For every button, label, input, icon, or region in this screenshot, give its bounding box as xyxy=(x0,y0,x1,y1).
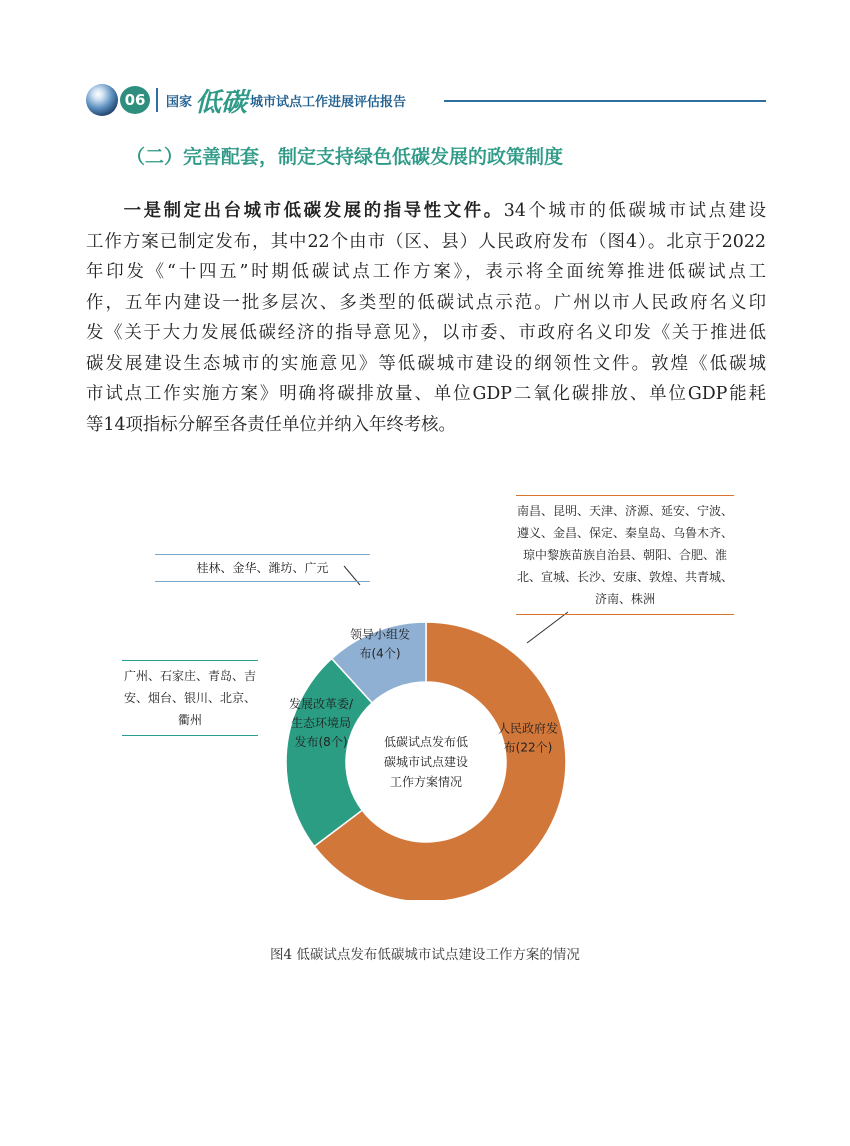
center-label: 碳城市试点建设 xyxy=(383,755,469,769)
report-title xyxy=(166,87,407,118)
paragraph-line-4: 作，五年内建设一批多层次、多类型的低碳试点示范。广州以市人民政府名义印 xyxy=(86,292,766,313)
body-paragraph xyxy=(86,196,766,440)
paragraph-line-7: 市试点工作实施方案》明确将碳排放量、单位GDP二氧化碳排放、单位GDP能耗 xyxy=(86,384,766,404)
donut-chart xyxy=(0,480,850,900)
center-label: 工作方案情况 xyxy=(389,775,463,789)
page-number-badge: 06 xyxy=(120,86,150,114)
slice-label: 发展改革委/ xyxy=(288,697,354,711)
paragraph-lead: 一是制定出台城市低碳发展的指导性文件。 xyxy=(121,201,504,221)
page-header xyxy=(86,82,766,118)
slice-label: 布(4个) xyxy=(359,646,401,661)
slice-label: 生态环境局 xyxy=(290,716,352,730)
center-label: 低碳试点发布低 xyxy=(383,735,469,749)
paragraph-line-8: 等14项指标分解至各责任单位并纳入年终考核。 xyxy=(86,414,456,435)
title-stylized: 低碳 xyxy=(195,87,248,118)
header-rule xyxy=(444,100,766,102)
header-divider xyxy=(156,88,158,112)
callout-ndrc: 广州、石家庄、青岛、吉 安、烟台、银川、北京、 衢州 xyxy=(122,660,258,736)
callout-leadership: 桂林、金华、潍坊、广元 xyxy=(155,554,370,582)
figure-caption: 图4 低碳试点发布低碳城市试点建设工作方案的情况 xyxy=(270,947,580,963)
slice-label: 发布(8个) xyxy=(294,735,348,749)
slice-label: 领导小组发 xyxy=(349,627,411,642)
section-heading: （二）完善配套，制定支持绿色低碳发展的政策制度 xyxy=(126,146,564,168)
paragraph-line-6: 碳发展建设生态城市的实施意见》等低碳城市建设的纲领性文件。敦煌《低碳城 xyxy=(86,353,766,374)
paragraph-line-1: 一是制定出台城市低碳发展的指导性文件。34个城市的低碳城市试点建设 xyxy=(121,201,766,221)
paragraph-line-3: 年印发《“十四五”时期低碳试点工作方案》，表示将全面统筹推进低碳试点工 xyxy=(86,262,766,282)
callout-government: 南昌、昆明、天津、济源、延安、宁波、 遵义、金昌、保定、秦皇岛、乌鲁木齐、 琼中黎族苗族自治县、朝阳、合肥、淮 北、宣城、长沙、安康、敦煌、共青城、 济南、株洲 xyxy=(516,495,734,615)
globe-icon xyxy=(86,84,118,116)
paragraph-line-2: 工作方案已制定发布，其中22个由市（区、县）人民政府发布（图4）。北京于2022 xyxy=(86,231,766,252)
slice-label: 布(22个) xyxy=(503,740,553,755)
title-prefix: 国家 xyxy=(166,94,193,110)
slice-label: 人民政府发 xyxy=(497,721,559,736)
leader-line xyxy=(527,612,568,643)
paragraph-line-5: 发《关于大力发展低碳经济的指导意见》，以市委、市政府名义印发《关于推进低 xyxy=(86,323,766,343)
title-suffix: 城市试点工作进展评估报告 xyxy=(250,94,407,110)
